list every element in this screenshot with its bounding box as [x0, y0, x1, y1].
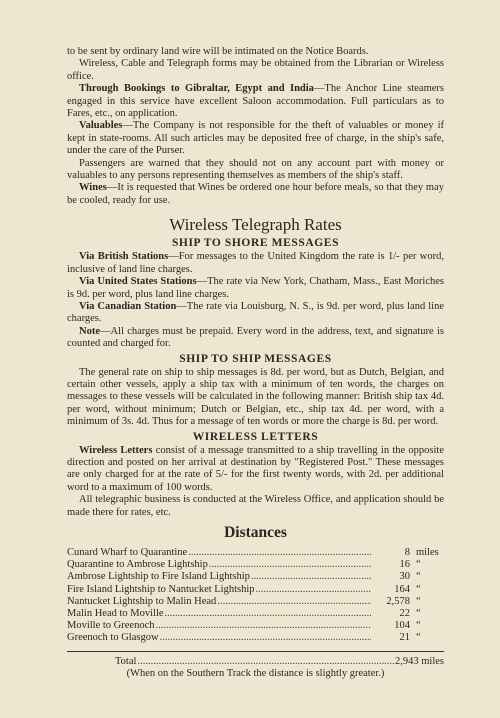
- distance-row: [67, 632, 444, 644]
- wines-text: —It is requested that Wines be ordered one hour before meals, so that they may be cooled, ready for use.: [67, 182, 444, 206]
- warning-paragraph: Passengers are warned that they should not on any account part with money or valuables to any persons representing themselves as members of the ship's staff.: [67, 157, 444, 182]
- total-divider: [67, 651, 444, 652]
- through-bookings-paragraph: [67, 83, 444, 120]
- distance-value: 30: [399, 571, 410, 583]
- distance-row: [67, 608, 444, 620]
- distance-route: Nantucket Lightship to Malin Head: [67, 595, 217, 607]
- dot-leader: [251, 571, 371, 583]
- dot-leader: [160, 632, 371, 644]
- valuables-text: —The Company is not responsible for the theft of valuables or money if kept in state-rooms. All such articles may be deposited free of charge, in the ship's safe, under the care of the Purser.: [67, 120, 444, 157]
- distance-value: 104: [394, 620, 410, 632]
- distance-route: Ambrose Lightship to Fire Island Lightship: [67, 571, 250, 583]
- wireless-letters-paragraph: [67, 445, 444, 495]
- distance-unit: “: [416, 620, 421, 632]
- through-bookings-text: —The Anchor Line steamers engaged in this service have excellent Saloon accommodation. Full particulars as to Fares, etc., on application.: [67, 83, 444, 120]
- distance-row: [67, 584, 444, 596]
- distance-value: 8: [404, 547, 410, 558]
- forms-paragraph: Wireless, Cable and Telegraph forms may be obtained from the Librarian or Wireless office.: [67, 58, 444, 82]
- distance-route: Quarantine to Ambrose Lightship: [67, 559, 208, 571]
- british-stations-heading: Via British Stations: [79, 251, 169, 263]
- southern-track-note: (When on the Southern Track the distance is slightly greater.): [126, 667, 385, 679]
- distance-unit: “: [416, 559, 421, 571]
- dot-leader: [188, 547, 371, 559]
- wines-heading: Wines: [79, 182, 107, 194]
- distance-value: 16: [399, 559, 410, 571]
- us-stations-paragraph: [67, 276, 444, 301]
- dot-leader: [137, 656, 394, 668]
- distance-unit: “: [416, 632, 421, 644]
- canadian-station-paragraph: [67, 301, 444, 326]
- note-heading: Note: [79, 325, 100, 337]
- british-stations-paragraph: [67, 251, 444, 276]
- ship-to-ship-paragraph: The general rate on ship to ship messages is 8d. per word, but as Dutch, Belgian, and certain other vessels, apply a ship tax with a minimum of ten words, the charges on messages to these vessels will be calculated in the following manner: British ship tax 4d. per word, without minimum; Dutch or Belgian, etc., ship tax 4d. per word, with a minimum of 3s. 4d. Thus for a message of ten words or more the charge is 8d. per word.: [67, 366, 444, 428]
- distance-row: [67, 596, 444, 608]
- distance-unit: “: [416, 571, 421, 583]
- distance-unit: miles: [416, 547, 439, 558]
- dot-leader: [165, 608, 371, 620]
- note-text: —All charges must be prepaid. Every word in the address, text, and signature is counted and charged for.: [67, 325, 444, 350]
- distance-row: [67, 559, 444, 571]
- valuables-paragraph: [67, 120, 444, 157]
- valuables-heading: Valuables: [79, 120, 123, 132]
- notice-boards-text: to be sent by ordinary land wire will be intimated on the Notice Boards.: [67, 46, 369, 57]
- distances-title: Distances: [224, 524, 287, 541]
- distance-value: 164: [394, 583, 410, 595]
- total-label: Total: [115, 655, 137, 667]
- wireless-rates-title: Wireless Telegraph Rates: [169, 215, 342, 235]
- through-bookings-heading: Through Bookings to Gibraltar, Egypt and India: [79, 83, 314, 95]
- distances-table: [67, 547, 444, 680]
- canadian-station-heading: Via Canadian Station: [79, 300, 177, 312]
- distance-unit: “: [416, 607, 421, 619]
- us-stations-text: —The rate via New York, Chatham, Mass., East Moriches is 9d. per word, plus land line charges.: [67, 276, 445, 300]
- wines-paragraph: [67, 182, 444, 207]
- distance-unit: “: [416, 595, 421, 607]
- total-value: 2,943 miles: [395, 655, 444, 667]
- canadian-station-text: —The rate via Louisburg, N. S., is 9d. per word, plus land line charges.: [67, 300, 444, 325]
- wireless-letters-lead: Wireless Letters: [79, 444, 153, 456]
- ship-to-shore-heading: SHIP TO SHORE MESSAGES: [171, 237, 340, 250]
- wireless-letters-heading: WIRELESS LETTERS: [192, 430, 319, 443]
- dot-leader: [217, 596, 371, 608]
- distance-value: 22: [399, 607, 410, 619]
- distance-value: 21: [399, 632, 410, 644]
- distance-row: [67, 571, 444, 583]
- dot-leader: [209, 559, 371, 571]
- distance-route: Malin Head to Moville: [67, 607, 164, 619]
- ship-to-ship-heading: SHIP TO SHIP MESSAGES: [179, 352, 332, 365]
- distance-route: Greenoch to Glasgow: [67, 632, 159, 644]
- distance-value: 2,578: [386, 595, 410, 607]
- wireless-letters-text: consist of a message transmitted to a ship travelling in the opposite direction and posted on her arrival at destination by "Registered Post." These messages are only charged for at the rate of 5/- for the first twenty words, with 2d. per additional word to a maximum of 100 words.: [67, 444, 444, 493]
- british-stations-text: —For messages to the United Kingdom the rate is 1/- per word, inclusive of land line charges.: [67, 251, 444, 275]
- distance-row: [67, 620, 444, 632]
- distance-row: [67, 547, 444, 559]
- distance-route: Moville to Greenoch: [67, 620, 155, 632]
- total-row: [67, 656, 444, 668]
- note-paragraph: [67, 326, 444, 351]
- dot-leader: [256, 584, 371, 596]
- distance-route: Cunard Wharf to Quarantine: [67, 547, 188, 558]
- us-stations-heading: Via United States Stations: [79, 276, 197, 288]
- dot-leader: [155, 620, 371, 632]
- wireless-office-paragraph: All telegraphic business is conducted at the Wireless Office, and application should be made there for rates, etc.: [67, 494, 444, 518]
- distance-route: Fire Island Lightship to Nantucket Lightship: [67, 583, 255, 595]
- distance-unit: “: [416, 583, 421, 595]
